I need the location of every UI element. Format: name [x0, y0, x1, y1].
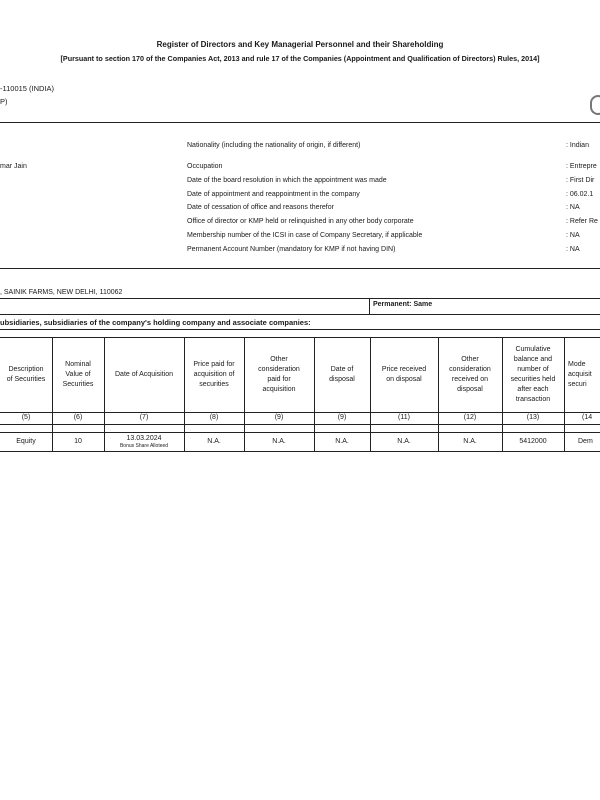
detail-label-other-office: Office of director or KMP held or relinquished in any other body corporate — [187, 218, 414, 225]
divider — [0, 314, 600, 315]
divider — [0, 329, 600, 330]
column-number: (9) — [337, 414, 347, 421]
cell-other-consideration-received: N.A. — [463, 437, 477, 445]
detail-label-occupation: Occupation — [187, 163, 223, 170]
detail-value-other-office: : Refer Re — [566, 218, 598, 225]
paren-fragment: P) — [0, 97, 8, 106]
section-heading: ubsidiaries, subsidiaries of the company's holding company and associate companies: — [0, 318, 311, 327]
cell-nominal-value: 10 — [74, 437, 82, 445]
detail-label-cessation: Date of cessation of office and reasons therefor — [187, 204, 334, 211]
header-date-acquisition: Date of Acquisition — [115, 370, 173, 378]
column-number: (8) — [209, 414, 219, 421]
cell-other-consideration-paid: N.A. — [272, 437, 286, 445]
cell-date-acquisition: 13.03.2024 Bonus Share Alloteed — [119, 434, 169, 449]
register-subtitle: [Pursuant to section 170 of the Companies Act, 2013 and rule 17 of the Companies (Appointment and Qualification of Directors) Rules, 2014] — [60, 54, 540, 63]
header-nominal-value: Nominal Value of Securities — [62, 360, 94, 388]
column-number: (9) — [274, 414, 284, 421]
header-description: Description of Securities — [6, 365, 46, 383]
cell-price-paid: N.A. — [207, 437, 221, 445]
detail-value-cessation: : NA — [566, 204, 580, 211]
detail-value-occupation: : Entrepre — [566, 163, 597, 170]
table-rule — [0, 451, 600, 452]
cell-cumulative-balance: 5412000 — [519, 437, 547, 445]
permanent-address: Permanent: Same — [373, 301, 433, 308]
header-other-consideration-paid: Other consideration paid for acquisition — [258, 355, 300, 393]
divider — [0, 122, 600, 123]
divider — [0, 298, 600, 299]
table-rule — [0, 424, 600, 425]
address-line: , SAINIK FARMS, NEW DELHI, 110062 — [0, 289, 123, 296]
register-title: Register of Directors and Key Managerial Personnel and their Shareholding — [156, 40, 444, 49]
detail-label-nationality: Nationality (including the nationality of origin, if different) — [187, 142, 361, 149]
cell-description: Equity — [16, 437, 36, 445]
column-number: (12) — [463, 414, 477, 421]
divider — [369, 298, 370, 314]
detail-value-pan: : NA — [566, 246, 580, 253]
column-number: (11) — [398, 414, 410, 421]
detail-value-appointment-date: : 06.02.1 — [566, 191, 594, 198]
header-mode-acquisition: Mode acquisit securi — [568, 360, 592, 388]
cell-price-received: N.A. — [397, 437, 411, 445]
detail-label-icsi: Membership number of the ICSI in case of Company Secretary, if applicable — [187, 232, 423, 239]
divider — [0, 268, 600, 269]
detail-label-appointment-date: Date of appointment and reappointment in the company — [187, 191, 360, 198]
column-number: (6) — [73, 414, 83, 421]
column-number: (14 — [582, 414, 593, 421]
detail-value-nationality: : Indian — [566, 142, 589, 149]
header-cumulative-balance: Cumulative balance and number of securities held after each transaction — [510, 345, 556, 403]
detail-value-icsi: : NA — [566, 232, 580, 239]
logo-fragment-icon — [590, 95, 600, 115]
column-number: (5) — [21, 414, 31, 421]
header-date-disposal: Date of disposal — [329, 365, 355, 383]
director-name-fragment: mar Jain — [0, 163, 27, 170]
detail-label-board-resolution: Date of the board resolution in which the appointment was made — [187, 177, 387, 184]
cell-date-disposal: N.A. — [335, 437, 349, 445]
header-price-received: Price received on disposal — [381, 365, 427, 383]
detail-value-board-resolution: : First Dir — [566, 177, 595, 184]
column-number: (13) — [526, 414, 540, 421]
header-other-consideration-received: Other consideration received on disposal — [449, 355, 491, 393]
table-rule — [564, 337, 565, 451]
detail-label-pan: Permanent Account Number (mandatory for KMP if not having DIN) — [187, 246, 396, 253]
column-number: (7) — [139, 414, 149, 421]
header-price-paid: Price paid for acquisition of securities — [193, 360, 235, 388]
cell-mode-acquisition: Dem — [578, 437, 593, 445]
address-fragment: -110015 (INDIA) — [0, 84, 55, 93]
